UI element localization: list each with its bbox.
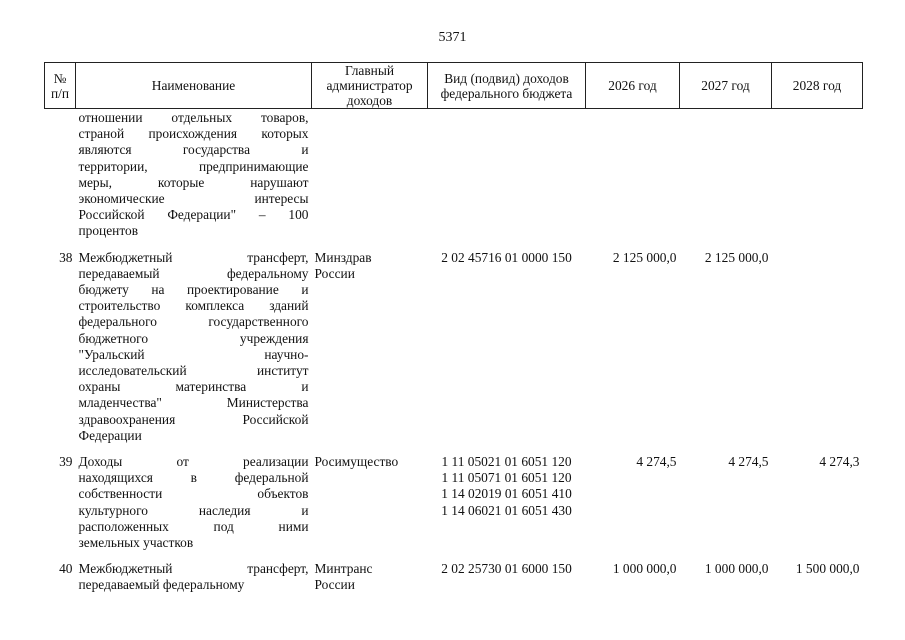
name-line: бюджету на проектирование и [78,282,309,298]
name-line: Российской Федерации" – 100 [78,207,309,223]
name-line: здравоохранения Российской [78,411,309,427]
table-row [45,454,863,551]
table-row [45,561,863,593]
header-2028: 2028 год [772,63,863,109]
table-header-row [45,63,863,109]
spacer-cell [45,240,863,250]
row-2027: 2 125 000,0 [704,249,769,265]
name-line: Межбюджетный трансферт, [78,249,309,265]
header-2026: 2026 год [586,63,680,109]
name-line: передаваемый федеральному [78,577,245,593]
revenue-code: 1 11 05021 01 6051 120 [441,454,572,470]
revenue-code: 1 14 06021 01 6051 430 [441,502,572,518]
name-line: Федерации [78,427,142,443]
row-num: 38 [59,249,73,265]
row-2027 [680,109,772,240]
table-row-continuation [45,109,863,240]
revenue-code: 2 02 45716 01 0000 150 [441,249,572,265]
name-line: передаваемый федеральному [78,265,309,281]
row-2027: 1 000 000,0 [704,561,769,577]
row-codes [428,109,586,240]
name-line: страной происхождения которых [78,126,309,142]
row-admin [312,109,428,240]
row-2028: 4 274,3 [819,454,860,470]
header-admin: Главный администратор доходов [312,63,428,109]
name-line: меры, которые нарушают [78,174,309,190]
row-spacer [45,444,863,454]
name-line: охраны материнства и [78,379,309,395]
name-line: культурного наследия и [78,502,309,518]
row-2026: 4 274,5 [636,454,677,470]
row-codes [428,561,586,593]
admin-line: Минтранс [314,561,373,577]
table-row [45,250,863,444]
name-line: экономические интересы [78,191,309,207]
name-line: земельных участков [78,535,194,551]
name-line: младенчества" Министерства [78,395,309,411]
name-line: исследовательский институт [78,363,309,379]
spacer-cell [45,444,863,454]
row-2028 [772,109,863,240]
name-line: бюджетного учреждения [78,330,309,346]
revenue-code: 2 02 25730 01 6000 150 [441,561,572,577]
row-name [76,454,312,551]
row-codes [428,454,586,551]
page-number: 5371 [438,30,467,45]
header-name: Наименование [76,63,312,109]
revenue-code: 1 11 05071 01 6051 120 [441,470,572,486]
row-2026: 2 125 000,0 [612,249,677,265]
name-line: территории, предпринимающие [78,158,309,174]
name-line: собственности объектов [78,486,309,502]
name-line: процентов [78,223,139,239]
name-line: отношении отдельных товаров, [78,110,309,125]
name-line: являются государства и [78,142,309,158]
row-num: 39 [59,454,73,470]
row-2028: 1 500 000,0 [795,561,860,577]
admin-line: Росимущество [314,454,399,470]
header-num: № п/п [45,63,76,109]
name-line: федерального государственного [78,314,309,330]
admin-line: России [314,577,355,593]
row-2026: 1 000 000,0 [612,561,677,577]
header-2027: 2027 год [680,63,772,109]
row-2028 [772,250,863,444]
admin-line: Минздрав [314,249,372,265]
row-num: 40 [59,561,73,577]
row-admin [312,250,428,444]
row-num [45,109,76,240]
header-codes: Вид (подвид) доходов федерального бюджета [428,63,586,109]
row-name [76,109,312,240]
name-line: находящихся в федеральной [78,470,309,486]
name-line: расположенных под ними [78,518,309,534]
name-line: Межбюджетный трансферт, [78,561,309,577]
row-admin [312,561,428,593]
row-codes [428,250,586,444]
spacer-cell [45,551,863,561]
row-admin [312,454,428,551]
row-name [76,250,312,444]
row-name [76,561,312,593]
row-spacer [45,551,863,561]
revenue-code: 1 14 02019 01 6051 410 [441,486,572,502]
revenue-table [44,62,863,594]
row-spacer [45,240,863,250]
admin-line: России [314,265,355,281]
name-line: "Уральский научно- [78,346,309,362]
name-line: Доходы от реализации [78,454,309,470]
row-2026 [586,109,680,240]
name-line: строительство комплекса зданий [78,298,309,314]
row-2027: 4 274,5 [728,454,769,470]
